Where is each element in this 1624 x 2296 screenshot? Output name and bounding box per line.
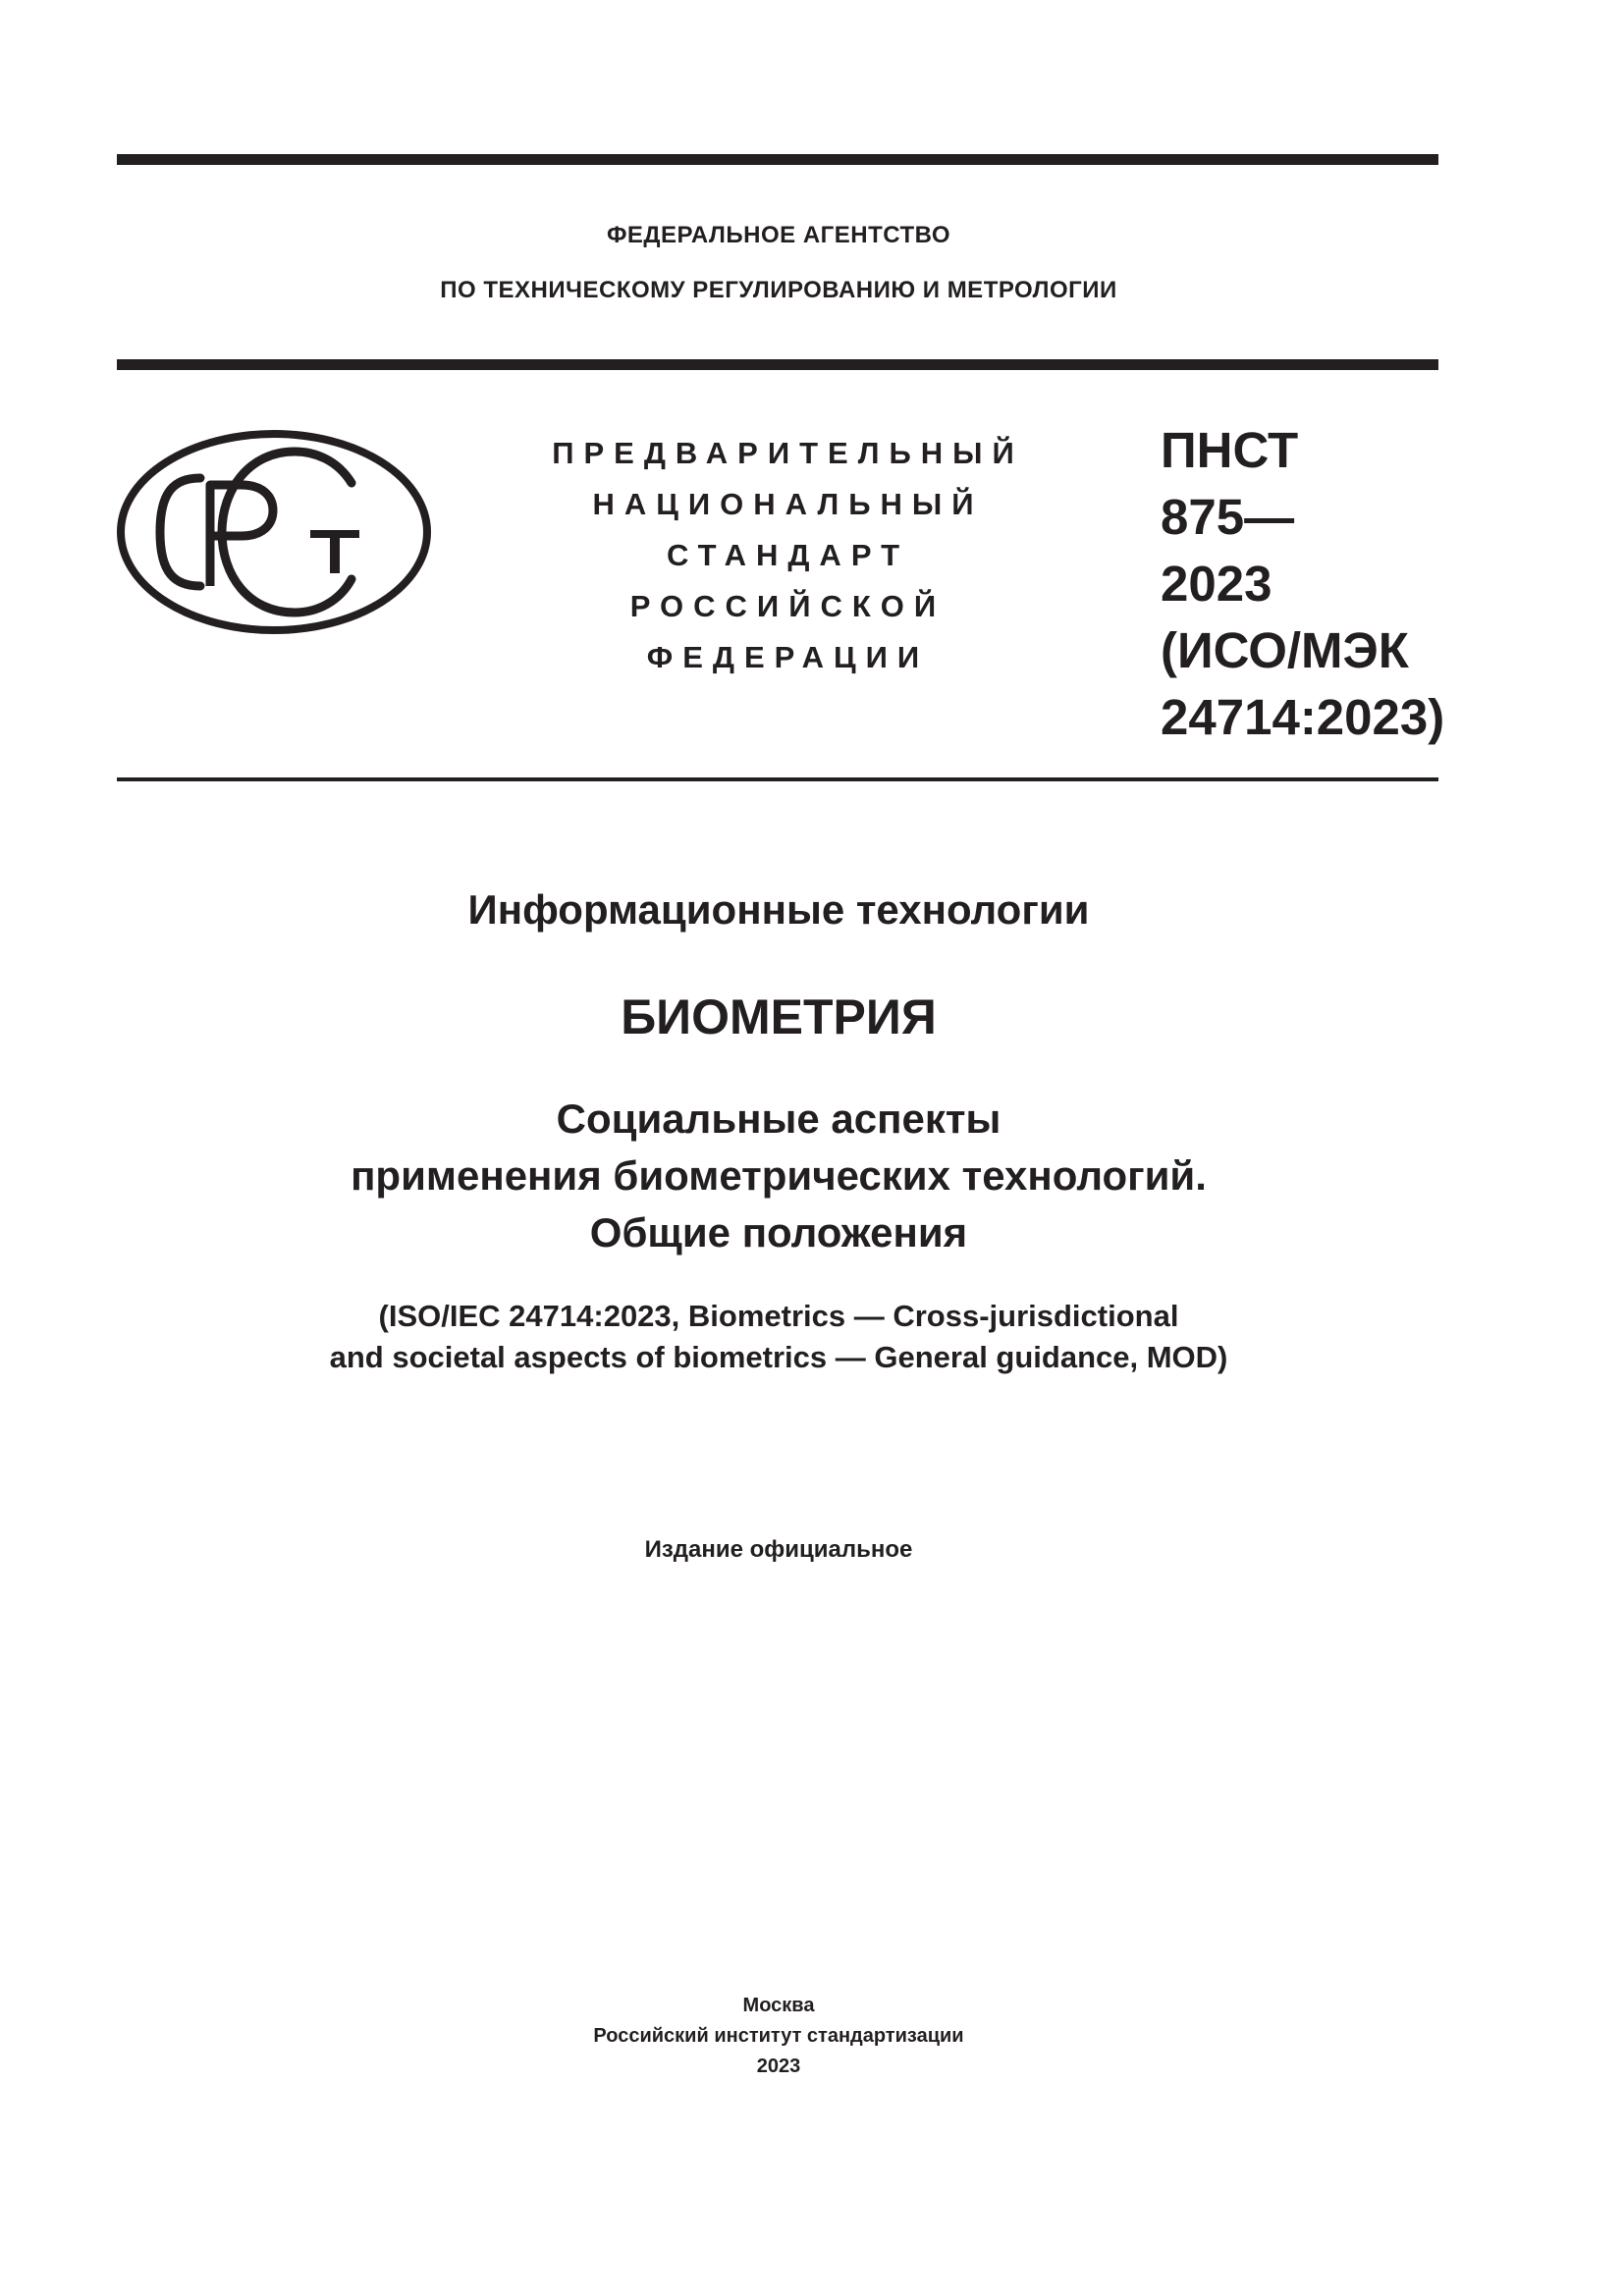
imprint-publisher: Российский институт стандартизации xyxy=(593,2025,964,2047)
edition-note: Издание официальное xyxy=(644,1536,913,1563)
thin-rule xyxy=(117,777,1438,781)
standard-designation xyxy=(1161,417,1445,751)
standard-type-line: НАЦИОНАЛЬНЫЙ xyxy=(592,487,984,521)
designation-line: 2023 xyxy=(1161,556,1272,612)
standard-type-line: РОССИЙСКОЙ xyxy=(629,589,947,623)
standard-type xyxy=(530,428,1046,683)
imprint xyxy=(0,1991,1557,2082)
gost-r-logo-icon xyxy=(116,430,432,634)
subtitle-line: Социальные аспекты xyxy=(556,1095,1001,1142)
agency-name-line-2: ПО ТЕХНИЧЕСКОМУ РЕГУЛИРОВАНИЮ И МЕТРОЛОГИИ xyxy=(440,277,1117,303)
reference-line: (ISO/IEC 24714:2023, Biometrics — Cross-jurisdictional xyxy=(378,1299,1179,1333)
main-title: БИОМЕТРИЯ xyxy=(621,989,937,1044)
subtitle-line: Общие положения xyxy=(589,1209,968,1255)
general-title: Информационные технологии xyxy=(467,886,1090,933)
imprint-year: 2023 xyxy=(756,2056,801,2077)
international-reference xyxy=(0,1296,1557,1378)
designation-line: 875— xyxy=(1161,489,1295,545)
top-rule xyxy=(117,154,1438,165)
subtitle xyxy=(0,1091,1557,1261)
standard-type-line: СТАНДАРТ xyxy=(666,538,910,572)
imprint-city: Москва xyxy=(742,1995,815,2016)
reference-line: and societal aspects of biometrics — General guidance, MOD) xyxy=(329,1340,1228,1374)
agency-name-line-1: ФЕДЕРАЛЬНОЕ АГЕНТСТВО xyxy=(606,222,951,248)
designation-line: ПНСТ xyxy=(1161,422,1299,478)
designation-line: (ИСО/МЭК xyxy=(1161,622,1409,678)
designation-line: 24714:2023) xyxy=(1161,689,1445,745)
standard-type-line: ПРЕДВАРИТЕЛЬНЫЙ xyxy=(552,436,1024,470)
standard-type-line: ФЕДЕРАЦИИ xyxy=(646,640,930,674)
middle-rule xyxy=(117,359,1438,370)
subtitle-line: применения биометрических технологий. xyxy=(351,1152,1207,1199)
